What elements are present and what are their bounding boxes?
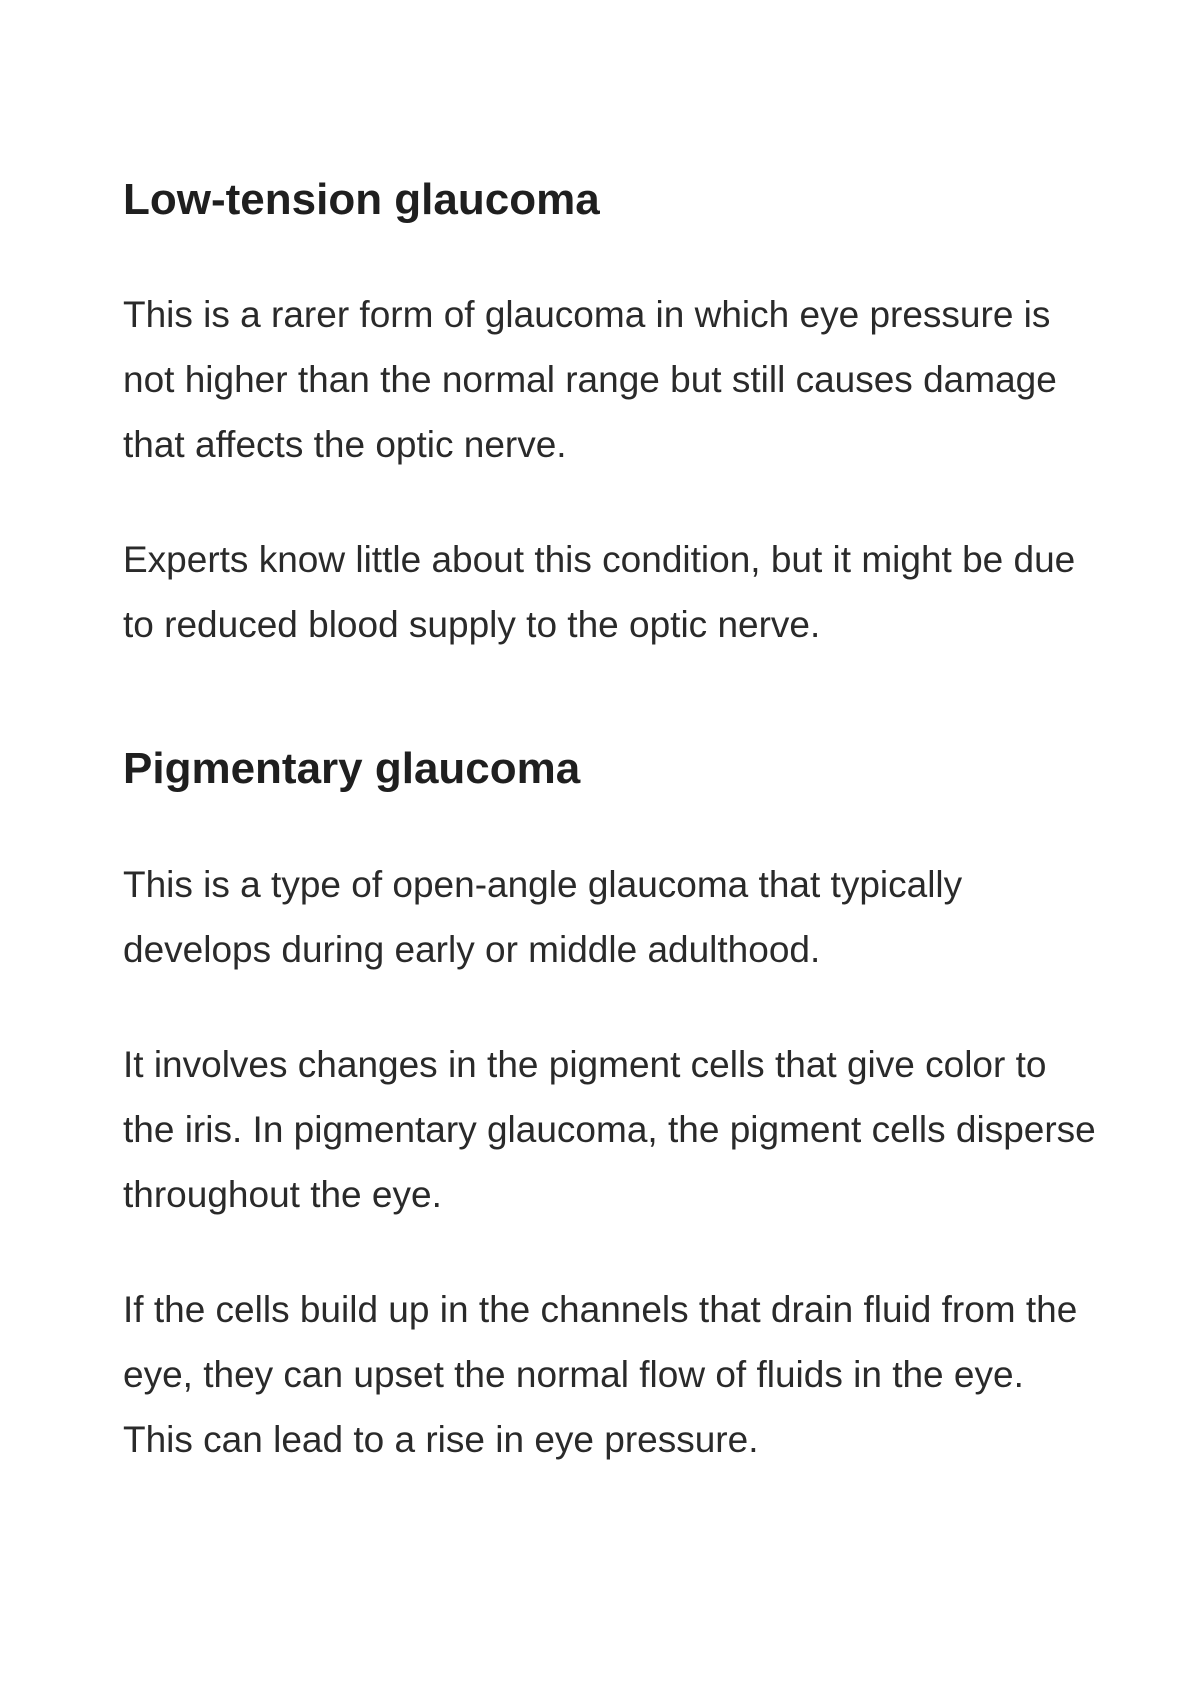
paragraph: If the cells build up in the channels that drain fluid from the eye, they can upset the normal flow of fluids in the eye. This can lead to a rise in eye pressure. — [123, 1289, 1078, 1460]
paragraph: Experts know little about this condition, but it might be due to reduced blood supply to the optic nerve. — [123, 539, 1076, 645]
section-heading: Low-tension glaucoma — [123, 175, 600, 224]
section-heading: Pigmentary glaucoma — [123, 744, 581, 793]
paragraph: This is a type of open-angle glaucoma that typically develops during early or middle adulthood. — [123, 864, 963, 970]
paragraph: It involves changes in the pigment cells that give color to the iris. In pigmentary glaucoma, the pigment cells disperse throughout the eye. — [123, 1044, 1096, 1215]
paragraph: This is a rarer form of glaucoma in which eye pressure is not higher than the normal range but still causes damage that affects the optic nerve. — [123, 294, 1057, 465]
